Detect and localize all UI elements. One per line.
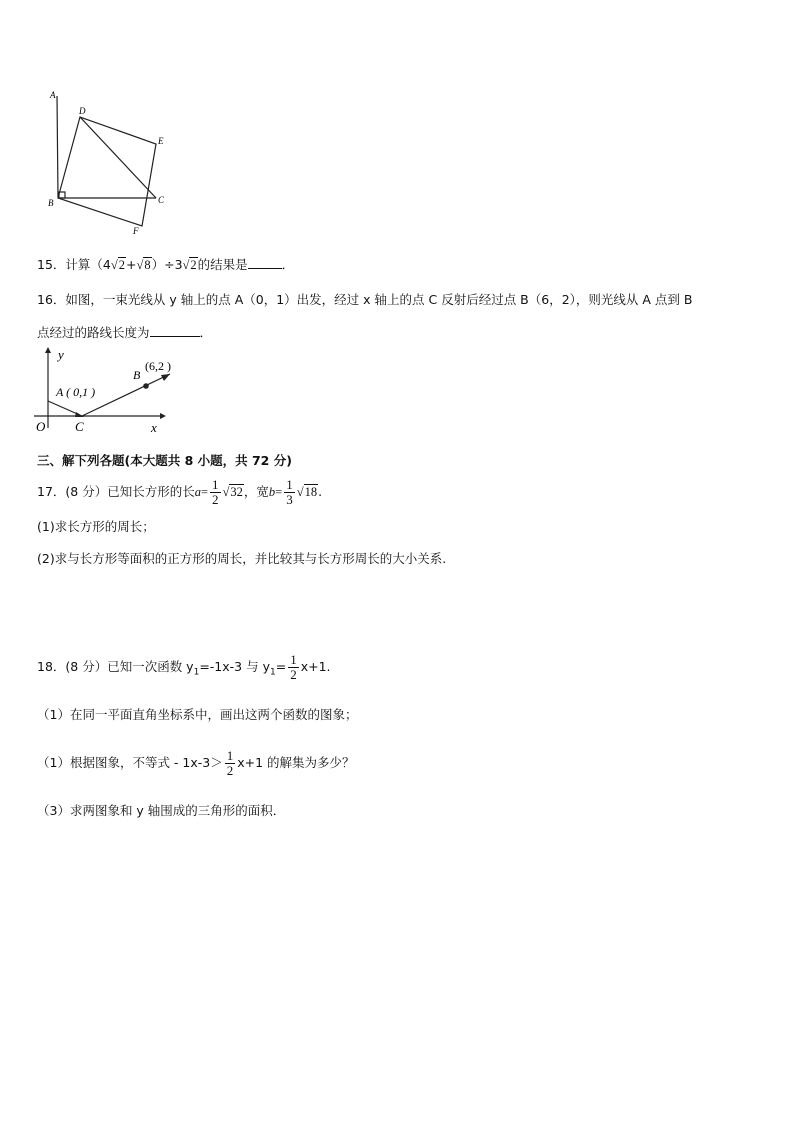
label-y: y [58, 347, 64, 362]
label-F: F [133, 226, 139, 236]
ray-arrow-icon [75, 412, 84, 417]
label-C: C [75, 419, 84, 434]
question-17-part2: (2)求与长方形等面积的正方形的周长，并比较其与长方形周长的大小关系. [37, 551, 447, 566]
label-E: E [158, 136, 164, 146]
question-16-line1: 16．如图，一束光线从 y 轴上的点 A（0，1）出发，经过 x 轴上的点 C 反射后经过点 B（6，2），则光线从 A 点到 B [37, 292, 693, 307]
question-17-part1: (1)求长方形的周长； [37, 519, 155, 534]
question-18-part1: （1）在同一平面直角坐标系中，画出这两个函数的图象； [37, 707, 358, 722]
sqrt-term: √18 [296, 485, 318, 499]
label-B-coordinates: (6,2 ) [145, 359, 171, 373]
question-18-part3: （3）求两图象和 y 轴围成的三角形的面积． [37, 803, 286, 818]
sqrt-term: √2 [110, 258, 125, 272]
square-BDEF [58, 117, 156, 226]
label-C: C [158, 195, 165, 205]
label-B: B [133, 368, 141, 382]
answer-blank [150, 324, 200, 337]
label-O: O [36, 419, 46, 434]
question-17-stem: 17．(8 分）已知长方形的长a= $\frac{1}{2}$ √32，宽b= $\frac{1}{3}$ √18. [37, 477, 323, 507]
question-15: 15．计算（4√2+√8）÷3√2的结果是 ． [37, 257, 295, 272]
section-3-title: 三、解下列各题(本大题共 8 小题，共 72 分) [37, 453, 292, 468]
sqrt-term: √8 [136, 258, 151, 272]
question-16-line2: 点经过的路线长度为 ． [37, 325, 213, 340]
sqrt-term: √32 [222, 485, 243, 499]
x-axis-arrow-icon [160, 413, 166, 419]
question-18-part2: （1）根据图象，不等式 - 1x-3＞ $\frac{1}{2}$ x+1 的解集为多少？ [37, 748, 355, 778]
fraction: $\frac{1}{2}$ [212, 477, 219, 507]
segment-DC [80, 117, 156, 198]
label-D: D [79, 106, 86, 116]
fraction: $\frac{1}{2}$ [290, 652, 297, 682]
ray-CB [82, 374, 170, 416]
geometry-figure-square [44, 86, 174, 236]
answer-blank [248, 256, 282, 269]
fraction: $\frac{1}{3}$ [286, 477, 293, 507]
question-18-stem: 18．(8 分）已知一次函数 $y_1=-1x-3$ 与 $y_1=$ $\frac{1}{2}$ x+1. [37, 652, 331, 682]
segment-AB [57, 96, 58, 198]
y-axis-arrow-icon [45, 347, 51, 353]
fraction: $\frac{1}{2}$ [226, 748, 234, 778]
label-B: B [48, 198, 54, 208]
coordinate-figure-reflection [30, 346, 210, 438]
point-B [143, 383, 149, 389]
sqrt-term: √2 [182, 258, 197, 272]
label-x: x [151, 420, 157, 435]
ray-arrow-icon [161, 374, 170, 381]
label-A: A ( 0,1 ) [56, 385, 96, 399]
label-A: A [50, 90, 56, 100]
